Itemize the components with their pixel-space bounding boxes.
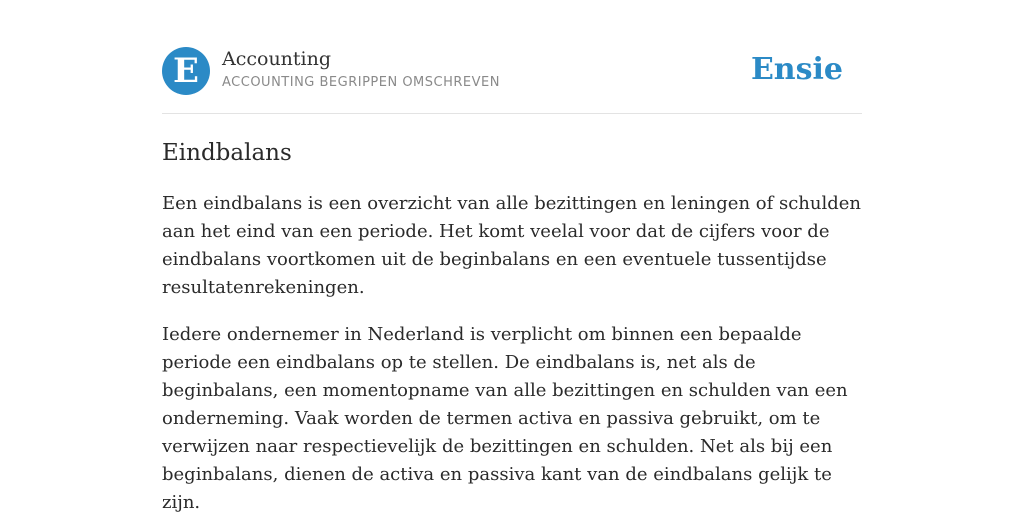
site-subtitle: ACCOUNTING BEGRIPPEN OMSCHREVEN <box>222 75 500 90</box>
article-paragraph-1: Een eindbalans is een overzicht van alle bezittingen en leningen of schulden aan het eind van een periode. Het komt veelal voor dat de cijfers voor de eindbalans voortkomen uit de beginbalans en een eventuele tussentijdse resultatenrekeningen. <box>162 193 862 298</box>
site-header <box>162 47 862 114</box>
site-title[interactable]: Accounting <box>222 48 332 70</box>
article-paragraph-2: Iedere ondernemer in Nederland is verplicht om binnen een bepaalde periode een eindbalans op te stellen. De eindbalans is, net als de beginbalans, een momentopname van alle bezittingen en schulden van een onderneming. Vaak worden de termen activa en passiva gebruikt, om te verwijzen naar respectievelijk de bezittingen en schulden. Net als bij een beginbalans, dienen de activa en passiva kant van de eindbalans gelijk te zijn. <box>162 324 848 512</box>
page <box>162 0 862 512</box>
brand-logo[interactable]: Ensie <box>750 52 843 87</box>
ensie-logo-icon[interactable]: E <box>162 47 210 95</box>
article-title: Eindbalans <box>162 140 292 166</box>
